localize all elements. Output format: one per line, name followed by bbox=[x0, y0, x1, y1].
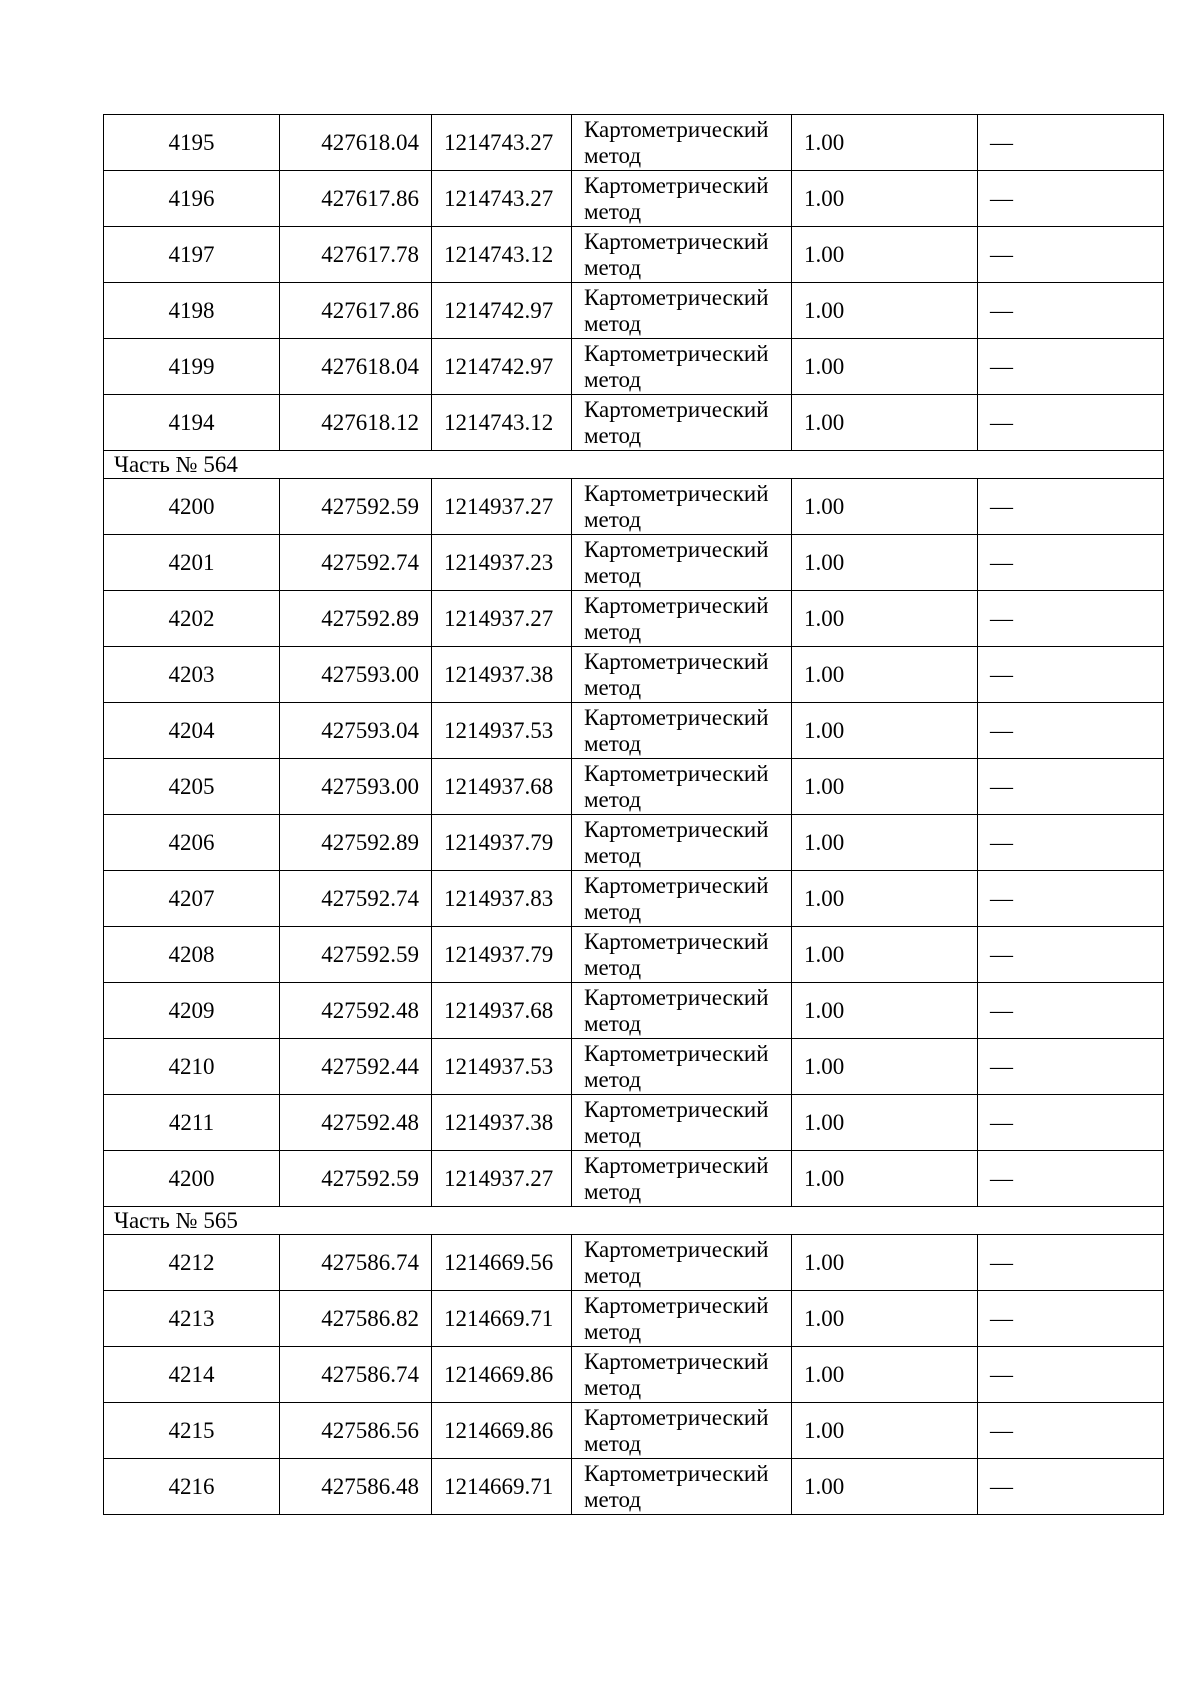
method-line-2: метод bbox=[584, 786, 642, 812]
description-cell: — bbox=[978, 1235, 1164, 1291]
method-line-1: Картометрический bbox=[584, 928, 769, 954]
method-line-1: Картометрический bbox=[584, 228, 769, 254]
method-line-1: Картометрический bbox=[584, 816, 769, 842]
table-row bbox=[104, 1039, 1164, 1095]
description-cell: — bbox=[978, 703, 1164, 759]
method-line-1: Картометрический bbox=[584, 1348, 769, 1374]
method-cell bbox=[572, 591, 792, 647]
table-row bbox=[104, 983, 1164, 1039]
description-cell: — bbox=[978, 1403, 1164, 1459]
y-coordinate-cell: 1214937.23 bbox=[432, 535, 572, 591]
y-coordinate-cell: 1214742.97 bbox=[432, 283, 572, 339]
coordinates-table bbox=[103, 114, 1164, 1515]
accuracy-cell: 1.00 bbox=[792, 171, 978, 227]
method-line-2: метод bbox=[584, 618, 642, 644]
method-line-2: метод bbox=[584, 198, 642, 224]
description-cell: — bbox=[978, 1039, 1164, 1095]
method-cell bbox=[572, 759, 792, 815]
table-row bbox=[104, 1235, 1164, 1291]
table-row bbox=[104, 703, 1164, 759]
x-coordinate-cell: 427586.74 bbox=[280, 1347, 432, 1403]
point-number-cell: 4209 bbox=[104, 983, 280, 1039]
accuracy-cell: 1.00 bbox=[792, 535, 978, 591]
x-coordinate-cell: 427618.04 bbox=[280, 339, 432, 395]
part-header-row bbox=[104, 451, 1164, 479]
part-label: Часть № 564 bbox=[104, 451, 1164, 479]
accuracy-cell: 1.00 bbox=[792, 115, 978, 171]
method-line-1: Картометрический bbox=[584, 116, 769, 142]
table-row bbox=[104, 171, 1164, 227]
method-line-1: Картометрический bbox=[584, 340, 769, 366]
method-line-2: метод bbox=[584, 842, 642, 868]
method-line-1: Картометрический bbox=[584, 284, 769, 310]
x-coordinate-cell: 427592.44 bbox=[280, 1039, 432, 1095]
x-coordinate-cell: 427592.59 bbox=[280, 927, 432, 983]
point-number-cell: 4200 bbox=[104, 1151, 280, 1207]
point-number-cell: 4202 bbox=[104, 591, 280, 647]
y-coordinate-cell: 1214743.27 bbox=[432, 115, 572, 171]
x-coordinate-cell: 427586.74 bbox=[280, 1235, 432, 1291]
method-cell bbox=[572, 283, 792, 339]
y-coordinate-cell: 1214937.27 bbox=[432, 591, 572, 647]
y-coordinate-cell: 1214937.68 bbox=[432, 759, 572, 815]
x-coordinate-cell: 427593.00 bbox=[280, 759, 432, 815]
point-number-cell: 4214 bbox=[104, 1347, 280, 1403]
y-coordinate-cell: 1214742.97 bbox=[432, 339, 572, 395]
description-cell: — bbox=[978, 479, 1164, 535]
accuracy-cell: 1.00 bbox=[792, 1151, 978, 1207]
method-cell bbox=[572, 535, 792, 591]
method-line-2: метод bbox=[584, 898, 642, 924]
table-body bbox=[104, 115, 1164, 1515]
y-coordinate-cell: 1214669.71 bbox=[432, 1291, 572, 1347]
point-number-cell: 4206 bbox=[104, 815, 280, 871]
description-cell: — bbox=[978, 647, 1164, 703]
x-coordinate-cell: 427592.89 bbox=[280, 815, 432, 871]
table-row bbox=[104, 871, 1164, 927]
accuracy-cell: 1.00 bbox=[792, 227, 978, 283]
y-coordinate-cell: 1214743.12 bbox=[432, 227, 572, 283]
table-row bbox=[104, 535, 1164, 591]
method-line-1: Картометрический bbox=[584, 760, 769, 786]
y-coordinate-cell: 1214669.71 bbox=[432, 1459, 572, 1515]
method-cell bbox=[572, 1459, 792, 1515]
description-cell: — bbox=[978, 171, 1164, 227]
description-cell: — bbox=[978, 227, 1164, 283]
method-line-1: Картометрический bbox=[584, 704, 769, 730]
method-line-2: метод bbox=[584, 1122, 642, 1148]
method-cell bbox=[572, 339, 792, 395]
accuracy-cell: 1.00 bbox=[792, 591, 978, 647]
table-row bbox=[104, 479, 1164, 535]
method-cell bbox=[572, 871, 792, 927]
description-cell: — bbox=[978, 591, 1164, 647]
y-coordinate-cell: 1214937.68 bbox=[432, 983, 572, 1039]
method-line-1: Картометрический bbox=[584, 1152, 769, 1178]
method-cell bbox=[572, 1095, 792, 1151]
accuracy-cell: 1.00 bbox=[792, 759, 978, 815]
point-number-cell: 4210 bbox=[104, 1039, 280, 1095]
x-coordinate-cell: 427586.56 bbox=[280, 1403, 432, 1459]
method-cell bbox=[572, 1039, 792, 1095]
method-line-2: метод bbox=[584, 422, 642, 448]
description-cell: — bbox=[978, 115, 1164, 171]
method-line-1: Картометрический bbox=[584, 1404, 769, 1430]
y-coordinate-cell: 1214937.79 bbox=[432, 815, 572, 871]
x-coordinate-cell: 427592.48 bbox=[280, 1095, 432, 1151]
method-line-2: метод bbox=[584, 1318, 642, 1344]
method-line-2: метод bbox=[584, 1066, 642, 1092]
point-number-cell: 4207 bbox=[104, 871, 280, 927]
method-cell bbox=[572, 1347, 792, 1403]
method-line-1: Картометрический bbox=[584, 1460, 769, 1486]
table-row bbox=[104, 759, 1164, 815]
point-number-cell: 4195 bbox=[104, 115, 280, 171]
method-line-2: метод bbox=[584, 310, 642, 336]
point-number-cell: 4216 bbox=[104, 1459, 280, 1515]
accuracy-cell: 1.00 bbox=[792, 1039, 978, 1095]
table-row bbox=[104, 283, 1164, 339]
description-cell: — bbox=[978, 283, 1164, 339]
accuracy-cell: 1.00 bbox=[792, 815, 978, 871]
x-coordinate-cell: 427617.86 bbox=[280, 283, 432, 339]
description-cell: — bbox=[978, 339, 1164, 395]
description-cell: — bbox=[978, 1095, 1164, 1151]
accuracy-cell: 1.00 bbox=[792, 1235, 978, 1291]
accuracy-cell: 1.00 bbox=[792, 395, 978, 451]
method-line-1: Картометрический bbox=[584, 984, 769, 1010]
accuracy-cell: 1.00 bbox=[792, 283, 978, 339]
accuracy-cell: 1.00 bbox=[792, 1459, 978, 1515]
x-coordinate-cell: 427592.74 bbox=[280, 535, 432, 591]
table-row bbox=[104, 1347, 1164, 1403]
method-line-1: Картометрический bbox=[584, 1040, 769, 1066]
method-line-2: метод bbox=[584, 1262, 642, 1288]
x-coordinate-cell: 427592.59 bbox=[280, 479, 432, 535]
description-cell: — bbox=[978, 927, 1164, 983]
method-cell bbox=[572, 647, 792, 703]
method-line-2: метод bbox=[584, 954, 642, 980]
table-row bbox=[104, 1095, 1164, 1151]
x-coordinate-cell: 427592.74 bbox=[280, 871, 432, 927]
description-cell: — bbox=[978, 535, 1164, 591]
part-label: Часть № 565 bbox=[104, 1207, 1164, 1235]
method-line-1: Картометрический bbox=[584, 396, 769, 422]
table-row bbox=[104, 1291, 1164, 1347]
description-cell: — bbox=[978, 759, 1164, 815]
method-line-1: Картометрический bbox=[584, 872, 769, 898]
method-cell bbox=[572, 227, 792, 283]
point-number-cell: 4211 bbox=[104, 1095, 280, 1151]
y-coordinate-cell: 1214669.86 bbox=[432, 1403, 572, 1459]
method-cell bbox=[572, 1235, 792, 1291]
point-number-cell: 4197 bbox=[104, 227, 280, 283]
point-number-cell: 4201 bbox=[104, 535, 280, 591]
method-line-2: метод bbox=[584, 674, 642, 700]
point-number-cell: 4212 bbox=[104, 1235, 280, 1291]
y-coordinate-cell: 1214669.86 bbox=[432, 1347, 572, 1403]
accuracy-cell: 1.00 bbox=[792, 1403, 978, 1459]
method-cell bbox=[572, 1403, 792, 1459]
part-header-row bbox=[104, 1207, 1164, 1235]
method-line-1: Картометрический bbox=[584, 1096, 769, 1122]
table-row bbox=[104, 591, 1164, 647]
point-number-cell: 4199 bbox=[104, 339, 280, 395]
method-line-2: метод bbox=[584, 366, 642, 392]
table-row bbox=[104, 647, 1164, 703]
method-cell bbox=[572, 395, 792, 451]
method-line-2: метод bbox=[584, 1010, 642, 1036]
method-cell bbox=[572, 703, 792, 759]
y-coordinate-cell: 1214743.12 bbox=[432, 395, 572, 451]
method-line-2: метод bbox=[584, 730, 642, 756]
method-line-2: метод bbox=[584, 562, 642, 588]
y-coordinate-cell: 1214937.27 bbox=[432, 1151, 572, 1207]
y-coordinate-cell: 1214669.56 bbox=[432, 1235, 572, 1291]
method-line-1: Картометрический bbox=[584, 1292, 769, 1318]
method-line-1: Картометрический bbox=[584, 592, 769, 618]
description-cell: — bbox=[978, 1459, 1164, 1515]
y-coordinate-cell: 1214743.27 bbox=[432, 171, 572, 227]
point-number-cell: 4205 bbox=[104, 759, 280, 815]
point-number-cell: 4198 bbox=[104, 283, 280, 339]
accuracy-cell: 1.00 bbox=[792, 927, 978, 983]
method-line-2: метод bbox=[584, 1486, 642, 1512]
point-number-cell: 4196 bbox=[104, 171, 280, 227]
method-cell bbox=[572, 927, 792, 983]
point-number-cell: 4213 bbox=[104, 1291, 280, 1347]
method-line-2: метод bbox=[584, 1178, 642, 1204]
y-coordinate-cell: 1214937.38 bbox=[432, 1095, 572, 1151]
accuracy-cell: 1.00 bbox=[792, 983, 978, 1039]
point-number-cell: 4208 bbox=[104, 927, 280, 983]
table-row bbox=[104, 1151, 1164, 1207]
point-number-cell: 4215 bbox=[104, 1403, 280, 1459]
description-cell: — bbox=[978, 395, 1164, 451]
method-line-2: метод bbox=[584, 142, 642, 168]
accuracy-cell: 1.00 bbox=[792, 647, 978, 703]
point-number-cell: 4204 bbox=[104, 703, 280, 759]
x-coordinate-cell: 427617.78 bbox=[280, 227, 432, 283]
y-coordinate-cell: 1214937.83 bbox=[432, 871, 572, 927]
x-coordinate-cell: 427593.04 bbox=[280, 703, 432, 759]
method-cell bbox=[572, 815, 792, 871]
y-coordinate-cell: 1214937.27 bbox=[432, 479, 572, 535]
method-line-1: Картометрический bbox=[584, 536, 769, 562]
description-cell: — bbox=[978, 871, 1164, 927]
x-coordinate-cell: 427592.48 bbox=[280, 983, 432, 1039]
method-line-2: метод bbox=[584, 1430, 642, 1456]
accuracy-cell: 1.00 bbox=[792, 1291, 978, 1347]
y-coordinate-cell: 1214937.53 bbox=[432, 1039, 572, 1095]
table-row bbox=[104, 115, 1164, 171]
method-cell bbox=[572, 1291, 792, 1347]
method-line-2: метод bbox=[584, 1374, 642, 1400]
table-row bbox=[104, 815, 1164, 871]
x-coordinate-cell: 427618.04 bbox=[280, 115, 432, 171]
method-cell bbox=[572, 1151, 792, 1207]
point-number-cell: 4200 bbox=[104, 479, 280, 535]
table-row bbox=[104, 1403, 1164, 1459]
method-line-1: Картометрический bbox=[584, 172, 769, 198]
x-coordinate-cell: 427617.86 bbox=[280, 171, 432, 227]
description-cell: — bbox=[978, 983, 1164, 1039]
description-cell: — bbox=[978, 1347, 1164, 1403]
method-line-1: Картометрический bbox=[584, 648, 769, 674]
description-cell: — bbox=[978, 815, 1164, 871]
table-row bbox=[104, 227, 1164, 283]
accuracy-cell: 1.00 bbox=[792, 871, 978, 927]
table-row bbox=[104, 927, 1164, 983]
point-number-cell: 4194 bbox=[104, 395, 280, 451]
method-cell bbox=[572, 983, 792, 1039]
y-coordinate-cell: 1214937.79 bbox=[432, 927, 572, 983]
method-cell bbox=[572, 171, 792, 227]
point-number-cell: 4203 bbox=[104, 647, 280, 703]
y-coordinate-cell: 1214937.53 bbox=[432, 703, 572, 759]
method-cell bbox=[572, 479, 792, 535]
x-coordinate-cell: 427592.59 bbox=[280, 1151, 432, 1207]
accuracy-cell: 1.00 bbox=[792, 703, 978, 759]
description-cell: — bbox=[978, 1151, 1164, 1207]
x-coordinate-cell: 427586.82 bbox=[280, 1291, 432, 1347]
method-cell bbox=[572, 115, 792, 171]
y-coordinate-cell: 1214937.38 bbox=[432, 647, 572, 703]
method-line-2: метод bbox=[584, 254, 642, 280]
method-line-1: Картометрический bbox=[584, 480, 769, 506]
table-row bbox=[104, 339, 1164, 395]
x-coordinate-cell: 427586.48 bbox=[280, 1459, 432, 1515]
description-cell: — bbox=[978, 1291, 1164, 1347]
x-coordinate-cell: 427618.12 bbox=[280, 395, 432, 451]
table-row bbox=[104, 1459, 1164, 1515]
x-coordinate-cell: 427592.89 bbox=[280, 591, 432, 647]
accuracy-cell: 1.00 bbox=[792, 1347, 978, 1403]
x-coordinate-cell: 427593.00 bbox=[280, 647, 432, 703]
method-line-1: Картометрический bbox=[584, 1236, 769, 1262]
accuracy-cell: 1.00 bbox=[792, 339, 978, 395]
accuracy-cell: 1.00 bbox=[792, 1095, 978, 1151]
accuracy-cell: 1.00 bbox=[792, 479, 978, 535]
method-line-2: метод bbox=[584, 506, 642, 532]
table-row bbox=[104, 395, 1164, 451]
